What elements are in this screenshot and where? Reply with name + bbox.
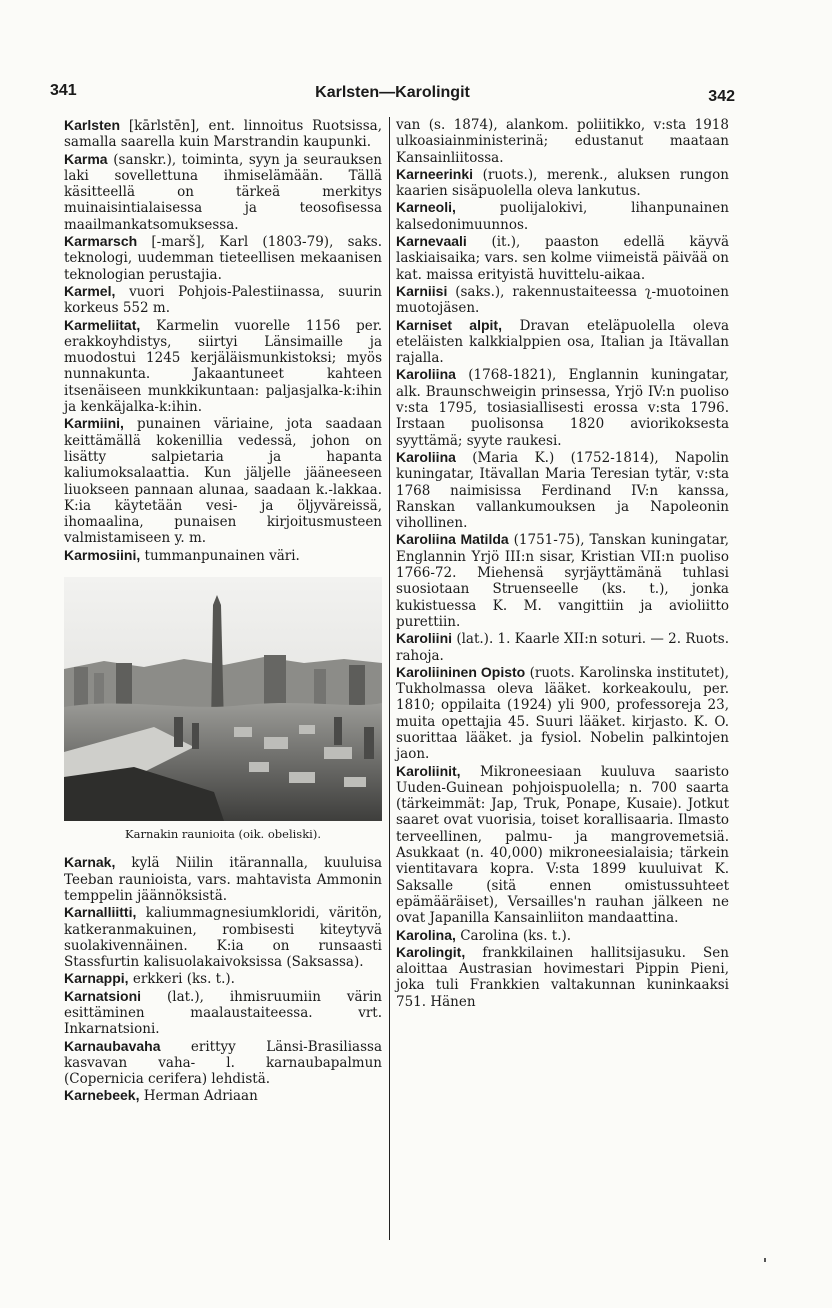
entry bbox=[396, 927, 729, 944]
entry bbox=[64, 151, 382, 233]
entry bbox=[64, 1038, 382, 1088]
entry-headword: Karniisi bbox=[396, 282, 448, 299]
entry-headword: Karnak, bbox=[64, 854, 116, 871]
entry bbox=[64, 1087, 382, 1104]
entry bbox=[64, 854, 382, 904]
page-header bbox=[50, 82, 735, 108]
left-column bbox=[64, 117, 382, 1105]
entry-headword: Karlsten bbox=[64, 117, 121, 133]
left-entries-bottom bbox=[64, 854, 382, 1104]
entry-headword: Karneoli, bbox=[396, 199, 456, 216]
entry-text: (lat.), ihmisruumiin värin esittäminen maalaustaiteessa. vrt. Inkarnatsioni. bbox=[64, 988, 382, 1038]
entry-headword: Karnappi, bbox=[64, 970, 129, 987]
entry bbox=[396, 944, 729, 1010]
entry-headword: Karoliina bbox=[396, 448, 456, 465]
entry-headword: Karmiini, bbox=[64, 415, 124, 432]
entry bbox=[396, 531, 729, 630]
entry-text: [-marš], Karl (1803-79), saks. teknologi, uudemman tieteellisen mekaanisen teknologian perustajia. bbox=[64, 234, 382, 283]
entry-headword: Karmeliitat, bbox=[64, 316, 141, 333]
entry-headword: Karmosiini, bbox=[64, 546, 141, 563]
entry-text: punainen väriaine, jota saadaan keittämällä kokenillia vedessä, johon on lisätty salpietaria ja hapanta kaliumoksalaattia. Kun jäljelle jääneeseen liuokseen pannaan alunaa, saadaan k.-lakkaa. K:ia käytetään vesi- ja öljyväreissä, ihomaalina, punaisen kirjoitusmusteen valmistamiseen y. m. bbox=[64, 416, 382, 547]
entry-text: tummanpunainen väri. bbox=[140, 547, 300, 564]
entry bbox=[64, 415, 382, 546]
entry bbox=[396, 117, 729, 166]
karnak-ruins-photo bbox=[64, 577, 382, 821]
entry bbox=[64, 904, 382, 970]
entry-text: erkkeri (ks. t.). bbox=[128, 971, 235, 988]
entry bbox=[396, 283, 729, 317]
figure bbox=[64, 577, 382, 842]
entry-headword: Karnevaali bbox=[396, 233, 467, 250]
entry bbox=[396, 233, 729, 283]
entry-headword: Karneerinki bbox=[396, 165, 474, 182]
entry-text: (1768-1821), Englannin kuningatar, alk. Braunschweigin prinsessa, Yrjö IV:n puoliso v:sta 1795, tosiasiallisesti erossa v:sta 1796. Irstaan puolisonsa 1820 aviorikoksesta syyttämä; syyte raukesi. bbox=[396, 367, 729, 449]
entry-text: (it.), paaston edellä käyvä laskiaisaika; vars. sen kolme viimeistä päivää on kat. maissa erityistä huvittelu-aikaa. bbox=[396, 234, 729, 283]
column-divider bbox=[389, 117, 390, 1240]
entry-headword: Karnaubavaha bbox=[64, 1037, 161, 1054]
entry bbox=[396, 664, 729, 763]
entry-text: vuori Pohjois-Palestiinassa, suurin korkeus 552 m. bbox=[64, 283, 382, 317]
entry-headword: Karmarsch bbox=[64, 233, 138, 250]
entry bbox=[396, 630, 729, 664]
entry-headword: Karnalliitti, bbox=[64, 904, 137, 921]
entry-headword: Karoliina Matilda bbox=[396, 531, 509, 548]
entry-text: Mikroneesiaan kuuluva saaristo Uuden-Guinean pohjoispuolella; n. 700 saarta (tärkeimmät: Jap, Truk, Ponape, Kusaie). Jotkut saaret ovat vuorisia, toiset korallisaaria. Ilmasto terveellinen, palmu- ja mangrovemetsiä. Asukkaat (n. 40,000) mikroneesialaisia; tärkein vientitavara kopra. V:sta 1899 kuuluivat K. Saksalle (sitä ennen omistussuhteet epämääräiset), Versailles'n rauhan jälkeen ne ovat Japanilla Kansainliiton mandaattina. bbox=[396, 763, 729, 927]
entry-headword: Karoliini bbox=[396, 630, 453, 647]
page-number-left: 341 bbox=[50, 82, 77, 99]
running-head: Karlsten—Karolingit bbox=[315, 84, 470, 101]
entry-text: (1751-75), Tanskan kuningatar, Englannin Yrjö III:n sisar, Kristian VII:n puoliso 1766-72. Miehensä syrjäyttämänä tuhlasi suosiotaan Struenseelle (ks. t.), jonka kukistuessa K. M. vangittiin ja avioliitto purettiin. bbox=[396, 532, 729, 630]
entry bbox=[396, 317, 729, 367]
entry-text: van (s. 1874), alankom. poliitikko, v:sta 1918 ulkoasiainministerinä; edustanut maataan Kansainliitossa. bbox=[396, 117, 729, 166]
entry-text: (Maria K.) (1752-1814), Napolin kuningatar, Itävallan Maria Teresian tytär, v:sta 1768 naimisissa Ferdinand IV:n kanssa, Ranskan vallankumouksen ja Napoleonin vihollinen. bbox=[396, 449, 729, 532]
entry-headword: Karmel, bbox=[64, 282, 116, 299]
entry bbox=[64, 117, 382, 151]
entry bbox=[64, 547, 382, 564]
entry-text: (saks.), rakennustaiteessa ʅ-muotoinen muotojäsen. bbox=[396, 283, 729, 317]
entry-text: [kārlstēn], ent. linnoitus Ruotsissa, samalla saarella kuin Marstrandin kaupunki. bbox=[64, 118, 382, 151]
entry-text: puolijalokivi, lihanpunainen kalsedonimuunnos. bbox=[396, 200, 729, 233]
entry bbox=[64, 988, 382, 1038]
page-number-right: 342 bbox=[708, 88, 735, 105]
entry-headword: Karoliinit, bbox=[396, 762, 461, 779]
entry-text: kylä Niilin itärannalla, kuuluisa Teeban raunioista, vars. mahtavista Ammonin temppelin jäännöksistä. bbox=[64, 855, 382, 904]
right-column bbox=[396, 117, 729, 1010]
entry-headword: Karniset alpit, bbox=[396, 316, 502, 333]
entry bbox=[396, 449, 729, 531]
entry-headword: Karoliina bbox=[396, 366, 456, 383]
entry bbox=[64, 233, 382, 283]
entry-text: Herman Adriaan bbox=[139, 1088, 258, 1105]
figure-caption: Karnakin raunioita (oik. obeliski). bbox=[125, 827, 321, 842]
right-entries bbox=[396, 117, 729, 1010]
entry bbox=[396, 166, 729, 200]
entry-text: kaliummagnesiumkloridi, väritön, katkeranmakuinen, rombisesti kiteytyvä suolakivennäinen. K:ia on runsaasti Stassfurtin kalisuolakaivoksissa (Saksassa). bbox=[64, 905, 382, 971]
entry-headword: Karma bbox=[64, 150, 108, 167]
entry-text: (sanskr.), toiminta, syyn ja seurauksen laki sovellettuna ihmiselämään. Tällä käsitteellä on tärkeä merkitys muinaisintialaisessa ja teosofisessa maailmankatsomuksessa. bbox=[64, 151, 382, 233]
entry-text: (ruots. Karolinska institutet), Tukholmassa oleva lääket. korkeakoulu, per. 1810; oppilaita (1924) yli 900, professoreja 23, muita opettajia 45. Suuri lääket. kirjasto. K. O. suorittaa lääket. ja fysiol. Nobelin palkintojen jaon. bbox=[396, 664, 729, 763]
entry-text: Karmelin vuorelle 1156 per. erakkoyhdistys, siirtyi Länsimaille ja muodostui 1245 kerjäläismunkistoksi; myös nunnakunta. Jakaantuneet kahteen itsenäiseen munkkikuntaan: paljasjalka-k:ihin ja kenkäjalka-k:ihin. bbox=[64, 317, 382, 416]
entry-text: erittyy Länsi-Brasiliassa kasvavan vaha- l. karnaubapalmun (Copernicia cerifera) lehdistä. bbox=[64, 1038, 382, 1088]
entry bbox=[396, 763, 729, 927]
entry bbox=[64, 283, 382, 317]
margin-mark bbox=[764, 1258, 766, 1262]
entry-headword: Karoliininen Opisto bbox=[396, 663, 526, 680]
entry bbox=[396, 199, 729, 233]
entry bbox=[64, 970, 382, 987]
entry-text: Dravan eteläpuolella oleva eteläisten kalkkialppien osa, Italian ja Itävallan rajalla. bbox=[396, 317, 729, 367]
entry-text: frankkilainen hallitsijasuku. Sen aloittaa Austrasian hovimestari Pippin Pieni, joka tuli Frankkien valtakunnan kuninkaaksi 751. Hänen bbox=[396, 944, 729, 1010]
left-entries-top bbox=[64, 117, 382, 564]
entry bbox=[64, 317, 382, 416]
entry bbox=[396, 366, 729, 448]
entry-headword: Karnatsioni bbox=[64, 987, 142, 1004]
entry-text: (ruots.), merenk., aluksen rungon kaarien sisäpuolella oleva lankutus. bbox=[396, 166, 729, 200]
entry-headword: Karolina, bbox=[396, 926, 456, 943]
entry-text: Carolina (ks. t.). bbox=[455, 927, 572, 944]
entry-text: (lat.). 1. Kaarle XII:n soturi. — 2. Ruots. rahoja. bbox=[396, 631, 729, 664]
entry-headword: Karnebeek, bbox=[64, 1087, 140, 1104]
entry-headword: Karolingit, bbox=[396, 943, 466, 960]
